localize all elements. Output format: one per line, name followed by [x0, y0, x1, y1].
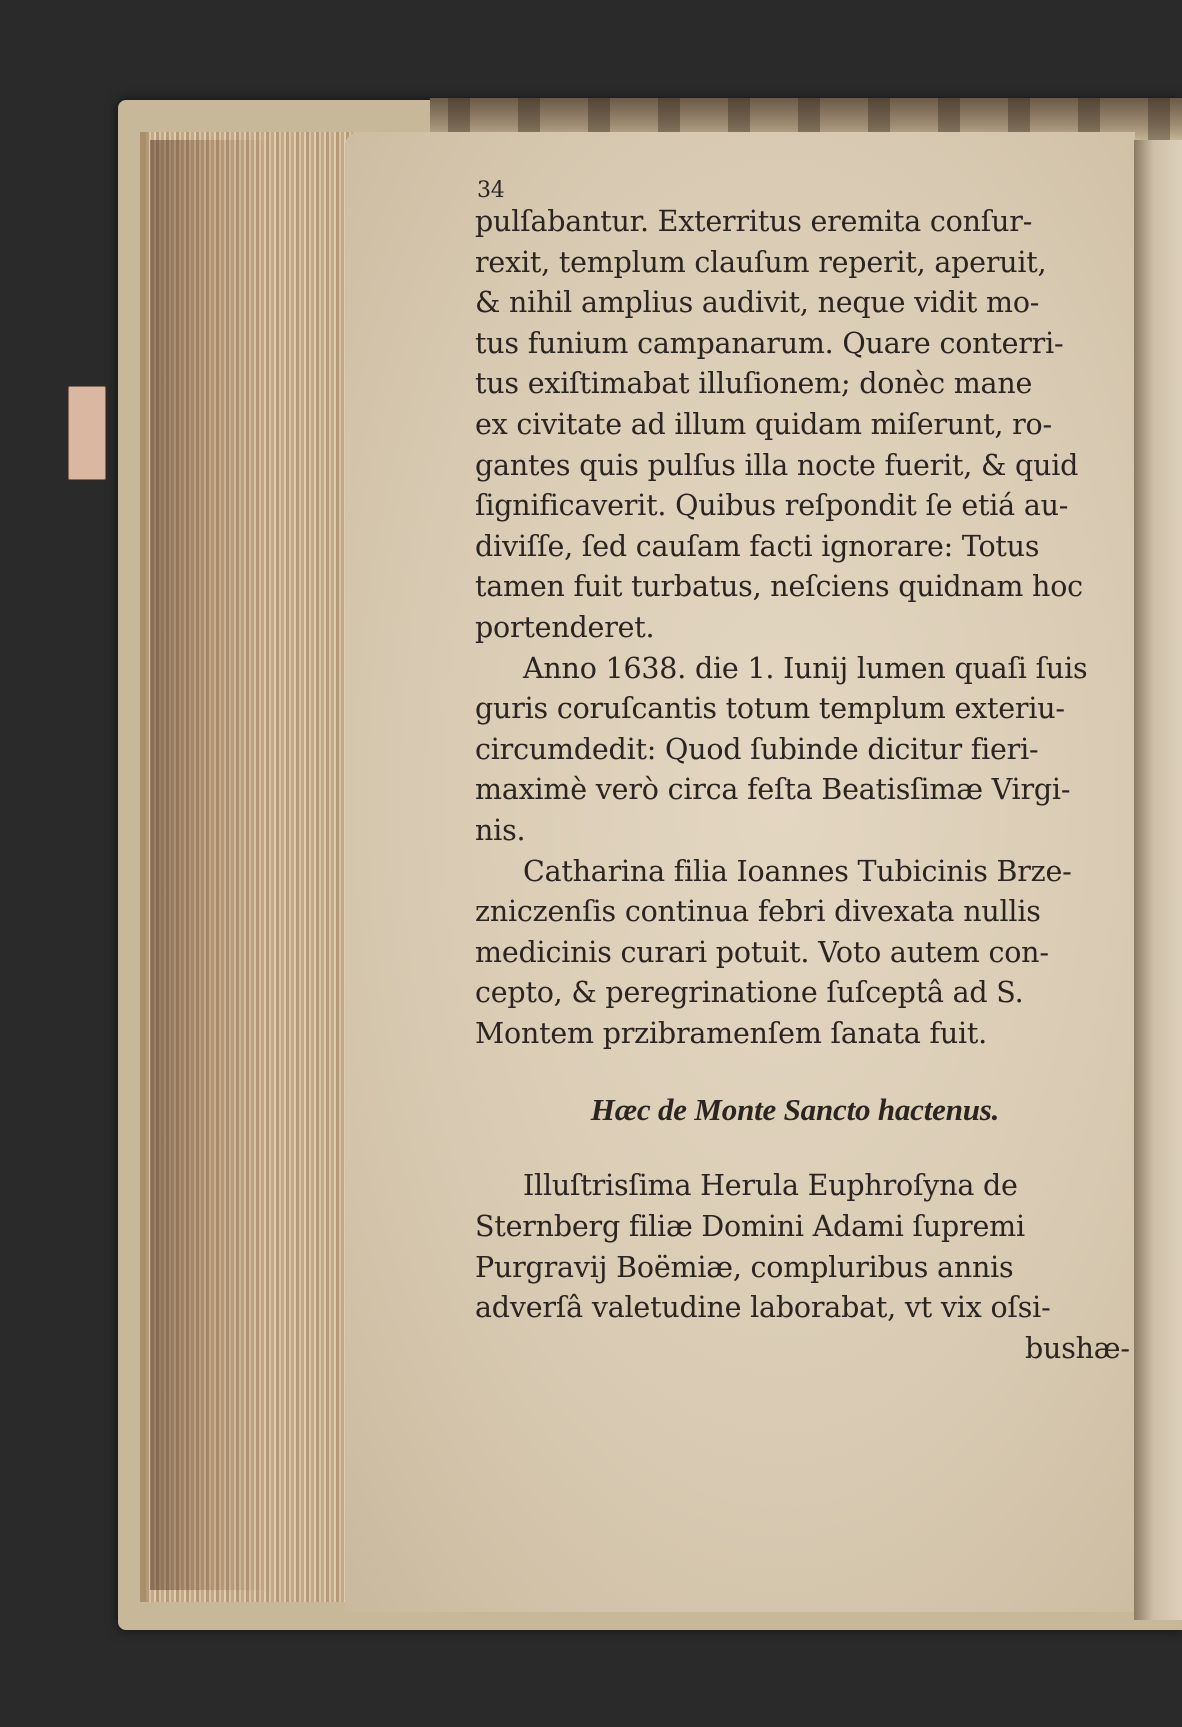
text-line: circumdedit: Quod ſubinde dicitur fieri-: [475, 732, 1039, 766]
text-line: tus funium campanarum. Quare conterri-: [475, 326, 1064, 360]
text-line: portenderet.: [475, 610, 655, 644]
text-line: zniczenſis continua febri divexata nullis: [475, 895, 1041, 929]
text-line: guris coruſcantis totum templum exteriu-: [475, 692, 1065, 726]
page-number: 34: [477, 178, 505, 203]
text-line: rexit, templum clauſum reperit, aperuit,: [475, 245, 1047, 279]
bookmark-tab: [68, 386, 106, 480]
text-line: ſignificaverit. Quibus reſpondit ſe etiá au-: [475, 489, 1069, 523]
text-line: medicinis curari potuit. Voto autem con-: [475, 935, 1049, 969]
text-line: cepto, & peregrinatione ſuſceptâ ad S.: [475, 976, 1024, 1010]
page-edges-shadow: [150, 140, 300, 1590]
text-line: tamen fuit turbatus, neſciens quidnam hoc: [475, 570, 1083, 604]
text-line: adverſâ valetudine laborabat, vt vix oſsi-: [475, 1291, 1051, 1325]
paragraph-4: [475, 1166, 1115, 1328]
text-line: pulſabantur. Exterritus eremita conſur-: [475, 205, 1033, 238]
text-line: ex civitate ad illum quidam miſerunt, ro-: [475, 407, 1052, 441]
text-line: Montem przibramenſem ſanata fuit.: [475, 1016, 988, 1050]
text-line: Catharina filia Ioannes Tubicinis Brze-: [523, 854, 1072, 888]
paragraph-1: [475, 202, 1115, 649]
catchword: bushæ-: [1025, 1331, 1130, 1365]
text-line: nis.: [475, 813, 526, 847]
section-heading: Hæc de Monte Sancto hactenus.: [590, 1092, 1000, 1128]
page-text: [475, 178, 1130, 1369]
text-line: Illuſtrisſima Herula Euphroſyna de: [523, 1169, 1018, 1203]
text-line: Sternberg filiæ Domini Adami ſupremi: [475, 1210, 1025, 1244]
paragraph-2: [475, 649, 1115, 852]
text-line: gantes quis pulſus illa nocte fuerit, & quid: [475, 448, 1079, 482]
text-line: & nihil amplius audivit, neque vidit mo-: [475, 286, 1040, 320]
text-line: tus exiſtimabat illuſionem; donèc mane: [475, 367, 1033, 401]
text-line: maximè verò circa feſta Beatisſimæ Virgi-: [475, 773, 1071, 807]
facing-page-edge: [1134, 140, 1182, 1620]
paragraph-3: [475, 852, 1115, 1055]
text-line: Purgravij Boëmiæ, compluribus annis: [475, 1250, 1014, 1284]
text-line: Anno 1638. die 1. Iunij lumen quaſi ſuis: [523, 651, 1088, 685]
text-line: diviſſe, ſed cauſam facti ignorare: Totus: [475, 529, 1040, 563]
